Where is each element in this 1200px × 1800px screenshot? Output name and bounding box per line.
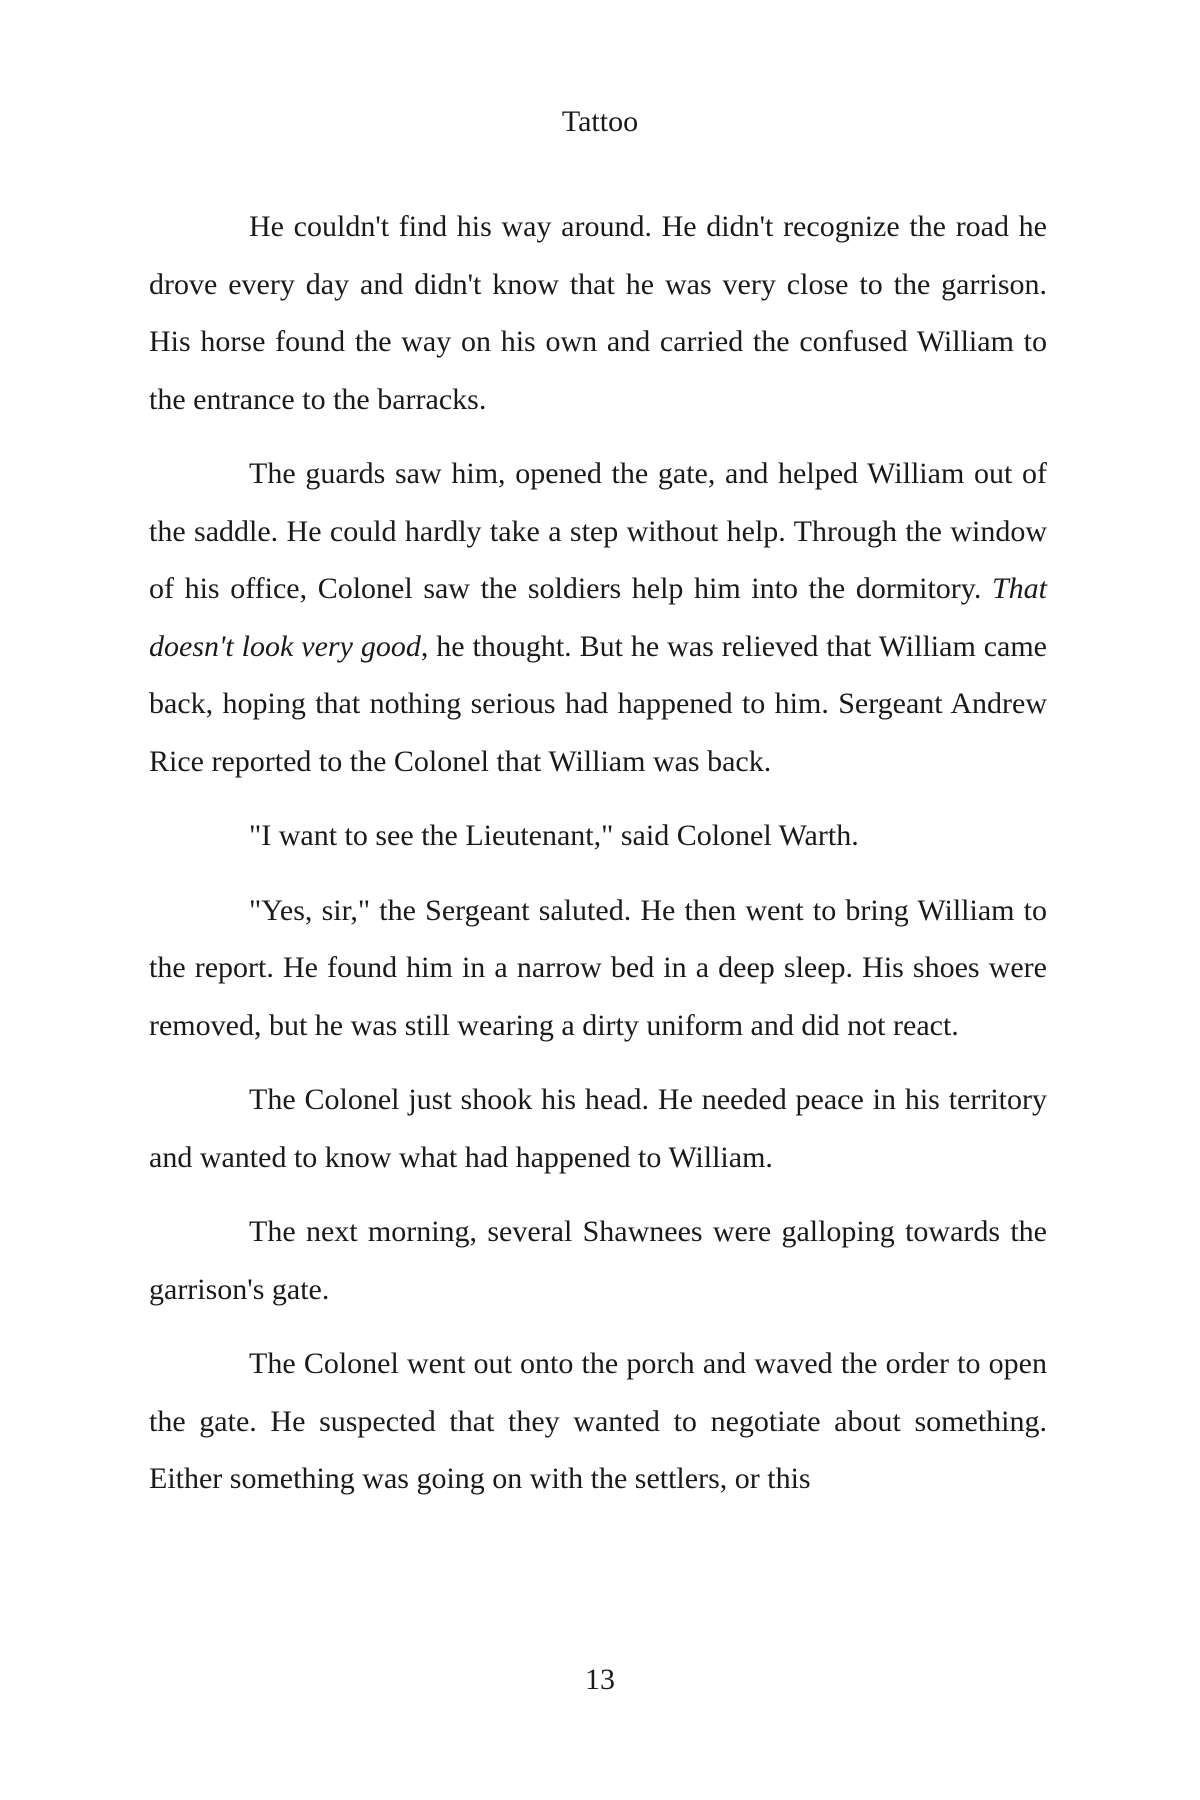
paragraph-7: The Colonel went out onto the porch and waved the order to open the gate. He suspected that they wanted to negotiate about something. Either something was going on with the settlers, or this	[149, 1347, 1047, 1495]
body-text	[149, 198, 1047, 1508]
page-number: 13	[585, 1663, 615, 1696]
paragraph-2-end: , he thought. But he was relieved that William came back, hoping that nothing serious had happened to him. Sergeant Andrew Rice reported to the Colonel that William was back.	[149, 629, 1047, 778]
paragraph-5: The Colonel just shook his head. He needed peace in his territory and wanted to know what had happened to William.	[149, 1083, 1047, 1174]
paragraph-4: "Yes, sir," the Sergeant saluted. He then went to bring William to the report. He found him in a narrow bed in a deep sleep. His shoes were removed, but he was still wearing a dirty uniform and did not react.	[149, 893, 1047, 1042]
paragraph-3: "I want to see the Lieutenant," said Colonel Warth.	[249, 819, 859, 852]
paragraph-1: He couldn't find his way around. He didn't recognize the road he drove every day and didn't know that he was very close to the garrison. His horse found the way on his own and carried the confused William to the entrance to the barracks.	[149, 210, 1047, 416]
paragraph-2	[149, 445, 1047, 790]
paragraph-2-start: The guards saw him, opened the gate, and helped William out of the saddle. He could hardly take a step without help. Through the window of his office, Colonel saw the soldiers help him into the dormitory.	[149, 457, 1047, 605]
running-head: Tattoo	[561, 105, 639, 138]
paragraph-6: The next morning, several Shawnees were galloping towards the garrison's gate.	[149, 1215, 1047, 1306]
italic-thought: That doesn't look very good	[149, 572, 1047, 663]
